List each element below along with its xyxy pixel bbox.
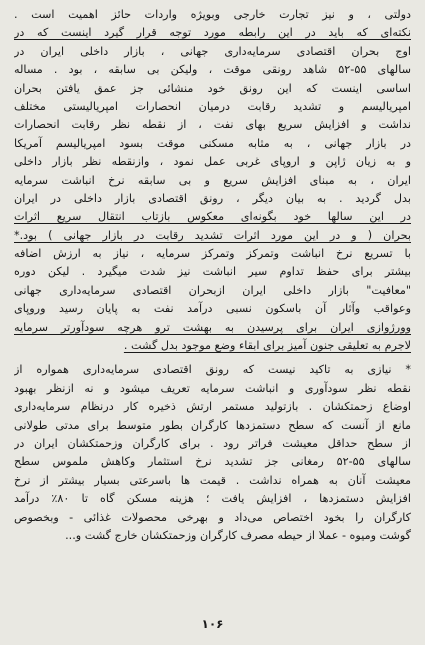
text-line: بدل گردید . به بیان دیگر ، رونق اقتصادی بازار داخلی در ایران [14, 191, 411, 205]
text-line: نداشت و افزایش سریع بهای نفت ، از نقطه نظر رقابت انحصارات [14, 118, 411, 132]
footnote-line: گوشت ومیوه - عملا از حیطه مصرف کارگران وزحمتکشان خارج گشت و... [65, 528, 411, 542]
footnote-line: مانع از آنست که سطح دستمزدها کارگران بطور متوسط برای مدتی طولانی [14, 418, 411, 432]
text-line: ایران ، به مبنای افزایش سریع و بی سابقه نرخ انباشت سرمایه [14, 173, 411, 187]
text-line: نکته‌ای که باید در این رابطه مورد توجه قرار گیرد اینست که در [14, 26, 411, 40]
footnote-line: اوضاع زحمتکشان . بازتولید مستمر ارتش ذخیره کار درنظام سرمایه‌داری [14, 400, 411, 414]
footnote-line: نقطه نظر سودآوری و انباشت سرمایه تعریف میشود و نه ازنظر بهبود [14, 381, 411, 395]
text-line: "معافیت" بازار داخلی ایران ازبحران اقتصادی سرمایه‌داری جهانی [14, 283, 411, 297]
main-text [14, 6, 411, 355]
text-line: در بازار جهانی ، به مثابه مسکنی موقت بسود امپریالیسم آمریکا [14, 136, 411, 150]
footnote [14, 361, 411, 545]
text-line: و به زیان ژاپن و اروپای غربی عمل نمود ، وازنقطه نظر بازار داخلی [14, 155, 411, 169]
text-line: وعواقب وآثار آن باسکون نسبی درآمد نفت به پایان رسید وروپای [14, 302, 411, 316]
footnote-line: افزایش دستمزدها ، افزایش یافت ؛ هزینه مسکن گاه تا ۸۰٪ درآمد [14, 492, 411, 506]
text-line: بیشتر برای حفظ تداوم سیر انباشت نیز شدت میگیرد . لیکن دوره [14, 265, 411, 279]
text-line: لاجرم به تعلیقی جنون آمیز برای ابقاء وضع موجود بدل گشت . [123, 339, 411, 353]
text-line: دولتی ، و نیز تجارت خارجی وبویژه واردات حائز اهمیت است . [14, 8, 411, 21]
footnote-line: کارگران را بخود اختصاص می‌داد و بهرخی محصولات غذائی - وبخصوص [14, 510, 411, 524]
text-line: وورژوازی ایران برای پرسیدن به بهشت ترو هرچه سودآورتر سرمایه [14, 320, 411, 334]
text-line: اساسی اینست که این رونق خود منشائی جز عمق یافتن بحران [14, 81, 411, 95]
text-line: سالهای ۵۵-۵۲ شاهد رونقی موقت ، ولیکن بی سابقه ، بود . مساله [14, 63, 411, 77]
text-line: اوج بحران اقتصادی سرمایه‌داری جهانی ، بازار داخلی ایران در [14, 44, 411, 58]
footnote-line: سالهای ۵۵-۵۲ رمغانی جز تشدید نرخ استثمار وکاهش ملموس سطح [14, 455, 411, 469]
page-number: ۱۰۶ [201, 617, 224, 631]
footnote-line: معیشت آنان به همراه نداشت . قیمت ها باسرعتی بسیار بیشتر از نرخ [14, 473, 411, 487]
text-line: با تسریع نرخ انباشت وتمرکز وتمرکز سرمایه ، نیاز به ارزش اضافه [14, 247, 411, 261]
footnote-line: * نیازی به تاکید نیست که رونق اقتصادی سرمایه‌داری همواره از [14, 363, 411, 377]
text-line: در این سالها خود بگونه‌ای معکوس بازتاب انتقال سریع اثرات [14, 210, 411, 224]
footnote-line: از سطح حداقل معیشت فراتر رود . برای کارگران وزحمتکشان ایران در [14, 436, 411, 450]
text-line: بحران ( و در این مورد اثرات تشدید رقابت در بازار جهانی ) بود.* [14, 228, 411, 242]
text-line: امپریالیسم و تشدید رقابت درمیان انحصارات امپریالیستی مختلف [14, 99, 411, 113]
